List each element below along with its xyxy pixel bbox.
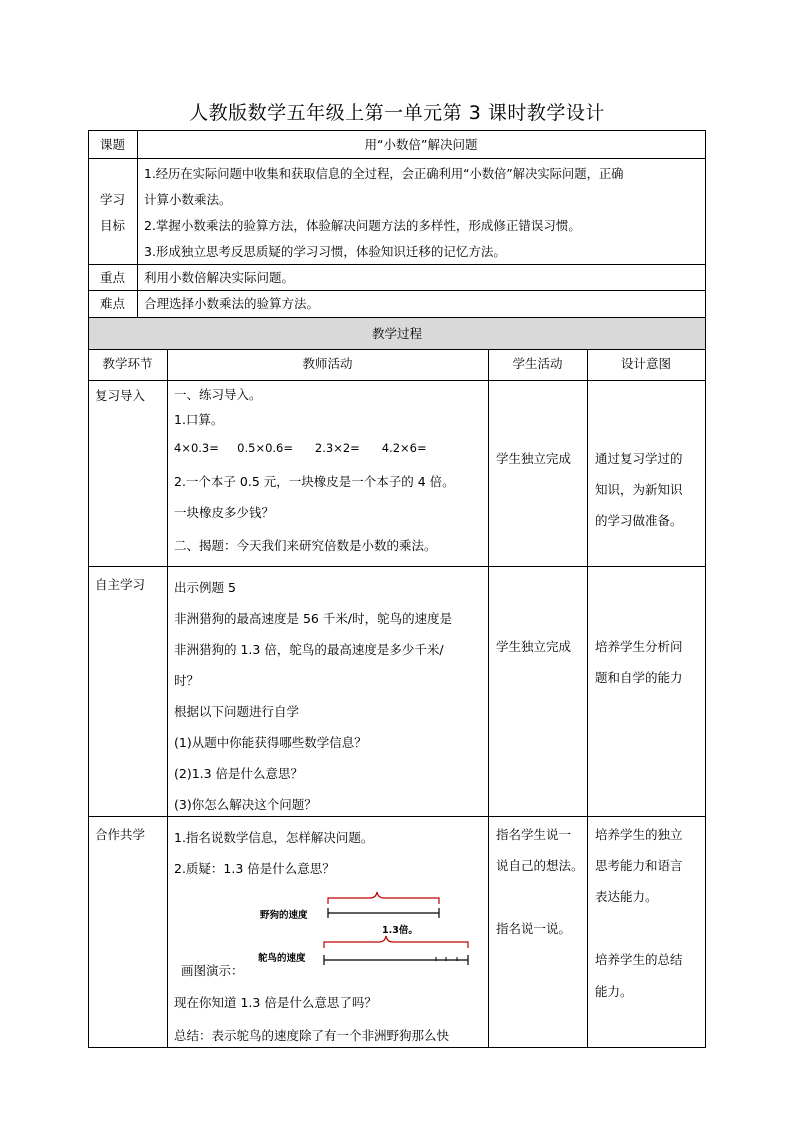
topic-label: 课题 [99, 137, 125, 152]
brace-shape [328, 892, 439, 904]
document-title: 人教版数学五年级上第一单元第 3 课时教学设计 [189, 102, 605, 124]
dog-speed-label: 野狗的速度 [260, 910, 308, 921]
teacher-line: 1.指名说数学信息，怎样解决问题。 [174, 830, 374, 845]
brace-shape [324, 936, 468, 948]
ratio-label: 1.3倍。 [382, 925, 418, 936]
column-header-teacher: 教师活动 [302, 356, 353, 371]
teacher-line: 出示例题 5 [174, 580, 236, 595]
key-value: 利用小数倍解决实际问题。 [144, 270, 295, 285]
column-header-stage: 教学环节 [102, 356, 153, 371]
intent-line: 知识，为新知识 [595, 482, 683, 497]
teacher-line: 2.质疑：1.3 倍是什么意思？ [174, 861, 335, 876]
student-line: 指名说一说。 [496, 921, 572, 936]
teacher-line: 非洲猎狗的 1.3 倍，鸵鸟的最高速度是多少千米/ [174, 642, 444, 657]
teacher-line: 总结：表示鸵鸟的速度除了有一个非洲野狗那么快 [174, 1028, 450, 1043]
intent-line: 思考能力和语言 [595, 858, 683, 873]
teacher-line: 现在你知道 1.3 倍是什么意思了吗？ [174, 995, 377, 1010]
key-label: 重点 [99, 270, 125, 285]
teacher-line: 2.一个本子 0.5 元，一块橡皮是一个本子的 4 倍。 [174, 474, 455, 489]
topic-value: 用“小数倍”解决问题 [364, 137, 478, 152]
ostrich-speed-label: 鸵鸟的速度 [258, 953, 306, 964]
teacher-line: 画图演示： [181, 963, 244, 978]
teacher-line: 时？ [174, 673, 200, 688]
intent-line: 培养学生的总结 [595, 952, 683, 967]
goals-label-2: 目标 [99, 218, 125, 233]
stage-label: 合作共学 [95, 827, 146, 842]
teacher-line: 非洲猎狗的最高速度是 56 千米/时，鸵鸟的速度是 [174, 611, 453, 626]
teacher-line: 一块橡皮多少钱？ [174, 505, 275, 520]
difficult-label: 难点 [99, 296, 125, 311]
diagram-lines [250, 888, 480, 968]
speed-diagram [250, 888, 480, 968]
intent-line: 的学习做准备。 [595, 513, 683, 528]
intent-line: 题和自学的能力 [595, 670, 683, 685]
intent-line: 表达能力。 [595, 889, 658, 904]
goal-line: 1.经历在实际问题中收集和获取信息的全过程，会正确利用“小数倍”解决实际问题，正确 [144, 167, 624, 181]
intent-line: 培养学生分析问 [595, 639, 683, 654]
difficult-value: 合理选择小数乘法的验算方法。 [144, 296, 320, 311]
student-activity: 学生独立完成 [496, 639, 572, 654]
intent-line: 通过复习学过的 [595, 451, 683, 466]
teacher-line: 4×0.3= 0.5×0.6= 2.3×2= 4.2×6= [174, 441, 427, 455]
teacher-line: 二、揭题：今天我们来研究倍数是小数的乘法。 [174, 538, 437, 553]
column-header-intent: 设计意图 [620, 356, 671, 371]
stage-label: 复习导入 [95, 388, 146, 403]
process-title: 教学过程 [371, 326, 422, 341]
column-header-student: 学生活动 [512, 356, 563, 371]
teacher-line: 1.口算。 [174, 412, 224, 427]
teacher-line: (2)1.3 倍是什么意思？ [174, 766, 304, 781]
goals-label-1: 学习 [99, 192, 125, 207]
stage-label: 自主学习 [95, 577, 146, 592]
teacher-line: 根据以下问题进行自学 [174, 704, 300, 719]
intent-line: 能力。 [595, 984, 633, 999]
student-line: 指名学生说一 [496, 827, 572, 842]
student-line: 说自己的想法。 [496, 858, 584, 873]
goal-line: 3.形成独立思考反思质疑的学习习惯，体验知识迁移的记忆方法。 [144, 244, 506, 259]
teacher-line: (1)从题中你能获得哪些数学信息？ [174, 735, 367, 750]
teacher-line: 一、练习导入。 [174, 387, 262, 402]
goal-line: 2.掌握小数乘法的验算方法，体验解决问题方法的多样性，形成修正错误习惯。 [144, 218, 581, 233]
teacher-line: (3)你怎么解决这个问题？ [174, 797, 317, 812]
intent-line: 培养学生的独立 [595, 827, 683, 842]
student-activity: 学生独立完成 [496, 451, 572, 466]
goal-line: 计算小数乘法。 [144, 192, 232, 207]
